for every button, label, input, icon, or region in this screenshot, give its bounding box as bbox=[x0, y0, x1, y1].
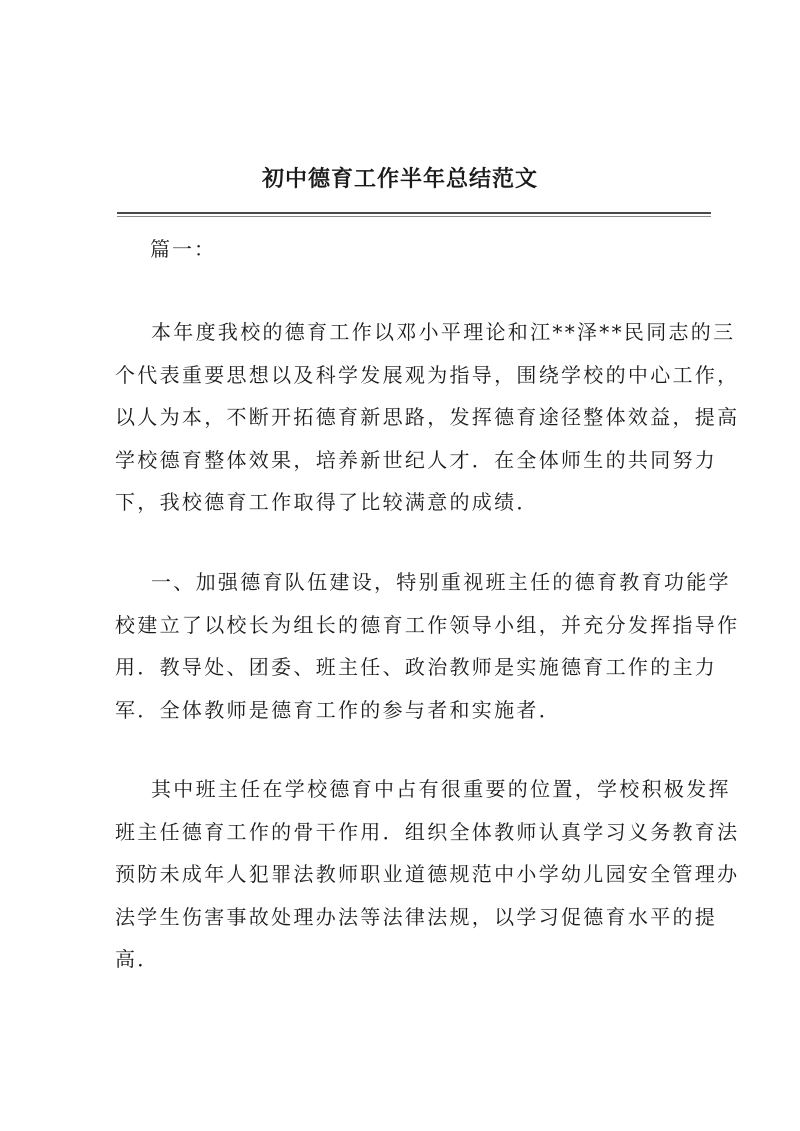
title-divider-thin bbox=[117, 216, 711, 217]
paragraph-line: 下，我校德育工作取得了比较满意的成绩． bbox=[115, 490, 539, 514]
paragraph-line: 学校德育整体效果，培养新世纪人才．在全体师生的共同努力 bbox=[115, 447, 718, 472]
paragraph-line: 以人为本，不断开拓德育新思路，发挥德育途径整体效益，提高 bbox=[115, 405, 740, 429]
paragraph-line: 高． bbox=[115, 947, 160, 971]
paragraph-line: 军．全体教师是德育工作的参与者和实施者． bbox=[115, 697, 561, 722]
paragraph-line: 本年度我校的德育工作以邓小平理论和江**泽**民同志的三 bbox=[151, 320, 736, 344]
section-label: 篇一： bbox=[150, 237, 216, 261]
paragraph-line: 其中班主任在学校德育中占有很重要的位置，学校积极发挥 bbox=[151, 777, 731, 801]
paragraph-line: 班主任德育工作的骨干作用．组织全体教师认真学习义务教育法 bbox=[115, 819, 740, 844]
paragraph-1 bbox=[115, 311, 740, 524]
title-divider bbox=[117, 212, 711, 214]
paragraph-line: 个代表重要思想以及科学发展观为指导，围绕学校的中心工作， bbox=[115, 362, 740, 387]
paragraph-line: 预防未成年人犯罪法教师职业道德规范中小学幼儿园安全管理办 bbox=[115, 862, 740, 886]
paragraph-line: 法学生伤害事故处理办法等法律法规，以学习促德育水平的提 bbox=[115, 904, 718, 929]
paragraph-line: 校建立了以校长为组长的德育工作领导小组，并充分发挥指导作 bbox=[115, 612, 740, 637]
paragraph-3 bbox=[115, 768, 740, 981]
paragraph-line: 用．教导处、团委、班主任、政治教师是实施德育工作的主力 bbox=[115, 655, 718, 679]
paragraph-2 bbox=[115, 561, 740, 731]
paragraph-line: 一、加强德育队伍建设，特别重视班主任的德育教育功能学 bbox=[151, 570, 731, 594]
document-title: 初中德育工作半年总结范文 bbox=[261, 166, 538, 192]
